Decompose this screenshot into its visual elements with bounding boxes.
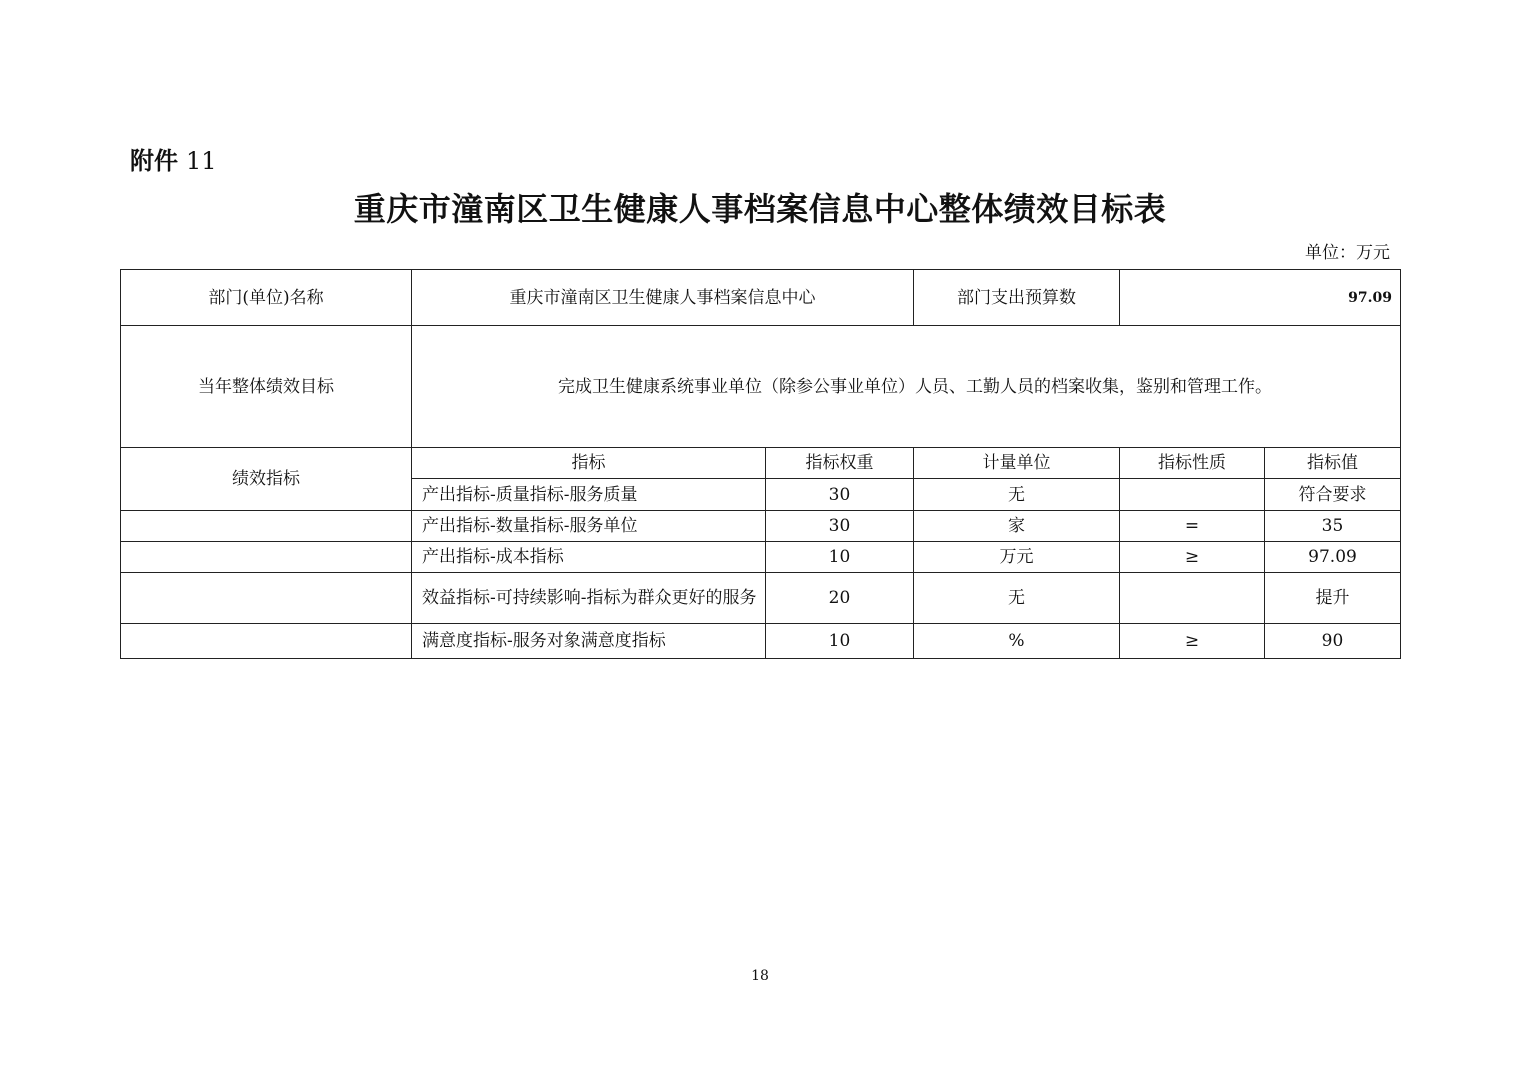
indicator-weight: 30 bbox=[766, 511, 914, 542]
attachment-number: 11 bbox=[186, 147, 217, 175]
empty-cell bbox=[121, 573, 412, 624]
goal-row bbox=[121, 326, 1401, 448]
indicator-nature: ≥ bbox=[1120, 624, 1265, 659]
indicator-name: 满意度指标-服务对象满意度指标 bbox=[412, 624, 766, 659]
indicator-header-row bbox=[121, 448, 1401, 479]
indicator-unit: 万元 bbox=[914, 542, 1120, 573]
budget-label: 部门支出预算数 bbox=[914, 270, 1120, 326]
indicators-section-label: 绩效指标 bbox=[121, 448, 412, 511]
attachment-text: 附件 bbox=[130, 147, 178, 175]
indicator-name: 产出指标-数量指标-服务单位 bbox=[412, 511, 766, 542]
indicator-value: 35 bbox=[1265, 511, 1401, 542]
attachment-label bbox=[130, 144, 217, 178]
performance-table bbox=[120, 269, 1401, 659]
table-row bbox=[121, 511, 1401, 542]
page-number: 18 bbox=[751, 968, 769, 984]
column-header: 计量单位 bbox=[914, 448, 1120, 479]
indicator-name: 效益指标-可持续影响-指标为群众更好的服务 bbox=[412, 573, 766, 624]
goal-label: 当年整体绩效目标 bbox=[121, 326, 412, 448]
indicator-nature bbox=[1120, 573, 1265, 624]
indicator-value: 90 bbox=[1265, 624, 1401, 659]
indicator-unit: % bbox=[914, 624, 1120, 659]
table-row bbox=[121, 624, 1401, 659]
budget-value: 97.09 bbox=[1120, 270, 1401, 326]
column-header: 指标性质 bbox=[1120, 448, 1265, 479]
indicator-nature: = bbox=[1120, 511, 1265, 542]
indicator-name: 产出指标-质量指标-服务质量 bbox=[412, 479, 766, 511]
column-header: 指标值 bbox=[1265, 448, 1401, 479]
goal-text: 完成卫生健康系统事业单位（除参公事业单位）人员、工勤人员的档案收集，鉴别和管理工作。 bbox=[412, 326, 1401, 448]
indicator-weight: 10 bbox=[766, 542, 914, 573]
header-row bbox=[121, 270, 1401, 326]
dept-name-value: 重庆市潼南区卫生健康人事档案信息中心 bbox=[412, 270, 914, 326]
indicator-value: 97.09 bbox=[1265, 542, 1401, 573]
empty-cell bbox=[121, 542, 412, 573]
indicator-name: 产出指标-成本指标 bbox=[412, 542, 766, 573]
table-row bbox=[121, 573, 1401, 624]
indicator-value: 提升 bbox=[1265, 573, 1401, 624]
indicator-weight: 10 bbox=[766, 624, 914, 659]
empty-cell bbox=[121, 624, 412, 659]
column-header: 指标权重 bbox=[766, 448, 914, 479]
indicator-unit: 无 bbox=[914, 479, 1120, 511]
dept-name-label: 部门(单位)名称 bbox=[121, 270, 412, 326]
indicator-weight: 20 bbox=[766, 573, 914, 624]
page-title: 重庆市潼南区卫生健康人事档案信息中心整体绩效目标表 bbox=[353, 190, 1167, 228]
indicator-weight: 30 bbox=[766, 479, 914, 511]
indicator-unit: 家 bbox=[914, 511, 1120, 542]
unit-note: 单位：万元 bbox=[1305, 243, 1390, 263]
empty-cell bbox=[121, 511, 412, 542]
indicator-unit: 无 bbox=[914, 573, 1120, 624]
indicator-value: 符合要求 bbox=[1265, 479, 1401, 511]
column-header: 指标 bbox=[412, 448, 766, 479]
indicator-nature bbox=[1120, 479, 1265, 511]
table-row bbox=[121, 542, 1401, 573]
indicator-nature: ≥ bbox=[1120, 542, 1265, 573]
